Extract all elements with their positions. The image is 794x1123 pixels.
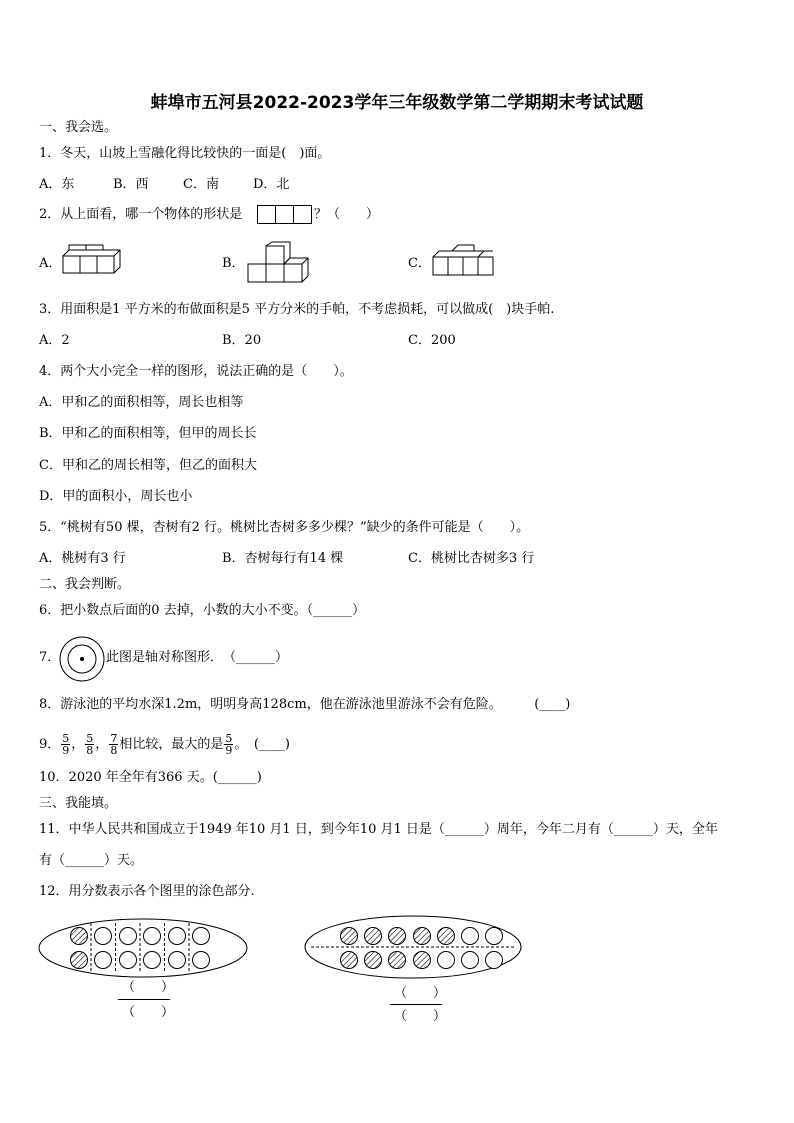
left-circle <box>144 928 161 945</box>
right-circle <box>438 928 455 945</box>
left-circle <box>169 928 186 945</box>
section-heading-2: 二、我会判断。 <box>39 577 131 592</box>
q1-option-a[interactable]: A．东 <box>39 177 75 192</box>
q1-option-c[interactable]: C．南 <box>183 177 219 192</box>
right-fraction-bar <box>390 1004 442 1005</box>
cube-stack-b-icon <box>247 242 309 286</box>
fraction-7-8: $\frac{7}{8}$ <box>110 732 118 757</box>
question-4: 4．两个大小完全一样的图形，说法正确的是（ ）。 <box>39 364 353 379</box>
left-circle <box>95 928 112 945</box>
concentric-circles-icon <box>58 635 106 683</box>
q2-option-a[interactable]: A． <box>39 256 62 271</box>
left-fraction-bar <box>118 999 170 1000</box>
q3-option-c[interactable]: C．200 <box>408 333 456 348</box>
right-circle <box>462 928 479 945</box>
q4-option-b[interactable]: B．甲和乙的面积相等，但甲的周长长 <box>39 426 257 441</box>
left-circle <box>144 952 161 969</box>
question-10: 10．2020 年全年有366 天。(______) <box>39 770 262 785</box>
question-2-after: ？（ ） <box>314 207 380 222</box>
oval-figure-left <box>38 917 250 979</box>
exam-title: 蚌埠市五河县2022-2023学年三年级数学第二学期期末考试试题 <box>150 93 644 113</box>
fraction-5-8: $\frac{5}{8}$ <box>86 732 94 757</box>
left-circle <box>120 928 137 945</box>
left-circle <box>71 928 88 945</box>
section-heading-1: 一、我会选。 <box>39 120 118 135</box>
question-6: 6．把小数点后面的0 去掉，小数的大小不变。（______） <box>39 603 366 618</box>
left-circle <box>71 952 88 969</box>
cube-stack-a-icon <box>62 244 122 276</box>
question-12: 12．用分数表示各个图里的涂色部分. <box>39 884 255 899</box>
question-1: 1．冬天，山坡上雪融化得比较快的一面是( )面。 <box>39 146 331 161</box>
question-2-before: 2．从上面看，哪一个物体的形状是 <box>39 207 243 222</box>
right-circle <box>438 952 455 969</box>
question-8: 8．游泳池的平均水深1.2m，明明身高128cm，他在游泳池里游泳不会有危险。 (____) <box>39 697 571 712</box>
left-answer-numerator[interactable]: （ ） <box>122 980 175 995</box>
question-5: 5．“桃树有50 棵，杏树有2 行。桃树比杏树多多少棵？”缺少的条件可能是（ ）。 <box>39 520 530 535</box>
left-circle <box>120 952 137 969</box>
question-3: 3．用面积是1 平方米的布做面积是5 平方分米的手帕，不考虑损耗，可以做成( )块手帕. <box>39 302 555 317</box>
right-circle <box>365 928 382 945</box>
question-9: 9． $\frac{5}{9}$ ， $\frac{5}{8}$ ， $\frac{7}{8}$ 相比较，最大的是 $\frac{5}{9}$ 。 (____) <box>39 732 290 757</box>
question-11-line1: 11．中华人民共和国成立于1949 年10 月1 日，到今年10 月1 日是（______）周年，今年二月有（______）天，全年 <box>39 822 718 837</box>
right-circle <box>341 928 358 945</box>
q5-option-b[interactable]: B．杏树每行有14 棵 <box>222 551 344 566</box>
right-circle <box>389 952 406 969</box>
right-circle <box>365 952 382 969</box>
right-answer-numerator[interactable]: （ ） <box>394 986 447 1001</box>
q4-option-c[interactable]: C．甲和乙的周长相等，但乙的面积大 <box>39 458 257 473</box>
q4-option-a[interactable]: A．甲和乙的面积相等，周长也相等 <box>39 395 244 410</box>
q1-option-d[interactable]: D．北 <box>253 177 290 192</box>
q2-option-b[interactable]: B． <box>222 256 245 271</box>
right-circle <box>389 928 406 945</box>
q2-option-c[interactable]: C． <box>408 256 431 271</box>
oval-figure-right <box>303 915 525 981</box>
left-circle <box>193 928 210 945</box>
fraction-answer: $\frac{5}{9}$ <box>225 732 233 757</box>
right-answer-denominator[interactable]: （ ） <box>394 1009 447 1024</box>
right-circle <box>341 952 358 969</box>
left-circle <box>95 952 112 969</box>
left-answer-denominator[interactable]: （ ） <box>122 1005 175 1020</box>
q4-option-d[interactable]: D．甲的面积小，周长也小 <box>39 489 193 504</box>
section-heading-3: 三、我能填。 <box>39 796 118 811</box>
right-circle <box>486 952 503 969</box>
left-circle <box>193 952 210 969</box>
question-7-number: 7． <box>39 650 61 665</box>
cube-stack-c-icon <box>432 244 496 278</box>
q1-option-b[interactable]: B．西 <box>113 177 149 192</box>
q5-option-a[interactable]: A．桃树有3 行 <box>39 551 126 566</box>
q3-option-a[interactable]: A．2 <box>39 333 70 348</box>
right-circle <box>462 952 479 969</box>
right-circle <box>414 928 431 945</box>
right-circle <box>486 928 503 945</box>
left-circle <box>169 952 186 969</box>
top-view-three-squares-icon <box>257 205 313 225</box>
q9-number: 9． <box>39 737 61 752</box>
question-11-line2: 有（______）天。 <box>39 853 144 868</box>
q5-option-c[interactable]: C．桃树比杏树多3 行 <box>408 551 535 566</box>
fraction-5-9: $\frac{5}{9}$ <box>62 732 70 757</box>
q3-option-b[interactable]: B．20 <box>222 333 262 348</box>
right-circle <box>414 952 431 969</box>
question-7: 此图是轴对称图形． （______） <box>106 650 289 665</box>
